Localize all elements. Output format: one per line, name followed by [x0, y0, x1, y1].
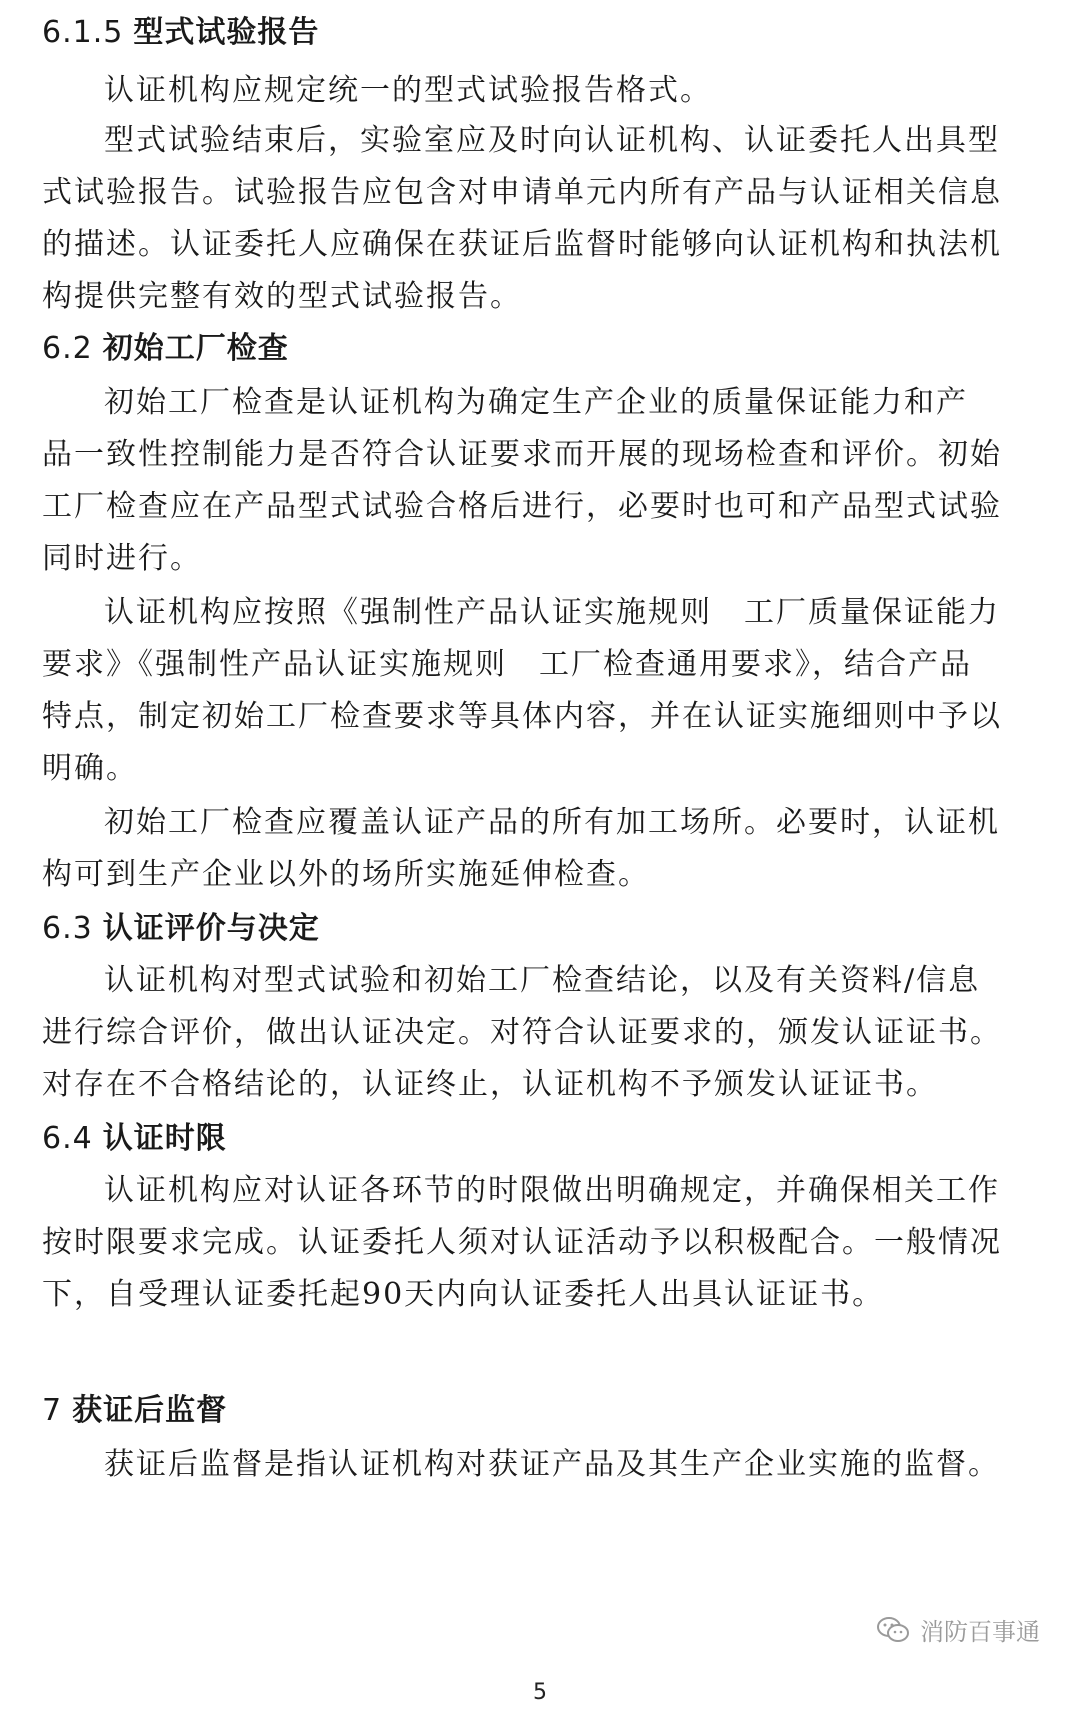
watermark-text: 消防百事通 [920, 1618, 1040, 1646]
paragraph-line: 特点，制定初始工厂检查要求等具体内容，并在认证实施细则中予以 [42, 699, 1002, 734]
page-number: 5 [533, 1680, 547, 1705]
paragraph-line: 的描述。认证委托人应确保在获证后监督时能够向认证机构和执法机 [42, 227, 1002, 262]
paragraph-line: 构可到生产企业以外的场所实施延伸检查。 [42, 857, 650, 892]
section-heading-6-4: 6.4 认证时限 [42, 1121, 227, 1156]
section-heading-6-2: 6.2 初始工厂检查 [42, 331, 289, 366]
paragraph-line: 对存在不合格结论的，认证终止，认证机构不予颁发认证证书。 [42, 1067, 938, 1102]
paragraph-line: 构提供完整有效的型式试验报告。 [42, 279, 522, 314]
paragraph-line: 进行综合评价，做出认证决定。对符合认证要求的，颁发认证证书。 [42, 1015, 1002, 1050]
paragraph-line: 初始工厂检查应覆盖认证产品的所有加工场所。必要时，认证机 [104, 805, 1000, 840]
paragraph-line: 认证机构应规定统一的型式试验报告格式。 [104, 73, 712, 108]
section-heading-6-1-5: 6.1.5 型式试验报告 [42, 15, 320, 50]
paragraph-line: 品一致性控制能力是否符合认证要求而开展的现场检查和评价。初始 [42, 437, 1002, 472]
paragraph-line: 工厂检查应在产品型式试验合格后进行，必要时也可和产品型式试验 [42, 489, 1002, 524]
paragraph-line: 认证机构应对认证各环节的时限做出明确规定，并确保相关工作 [104, 1173, 1000, 1208]
paragraph-line: 要求》《强制性产品认证实施规则 工厂检查通用要求》，结合产品 [42, 647, 972, 682]
paragraph-line: 获证后监督是指认证机构对获证产品及其生产企业实施的监督。 [104, 1447, 1000, 1482]
paragraph-line: 按时限要求完成。认证委托人须对认证活动予以积极配合。一般情况 [42, 1225, 1002, 1260]
paragraph-line: 初始工厂检查是认证机构为确定生产企业的质量保证能力和产 [104, 385, 968, 420]
section-heading-7: 7 获证后监督 [42, 1393, 228, 1428]
wechat-icon [876, 1616, 910, 1644]
paragraph-line: 式试验报告。试验报告应包含对申请单元内所有产品与认证相关信息 [42, 175, 1002, 210]
paragraph-line: 下，自受理认证委托起90天内向认证委托人出具认证证书。 [42, 1277, 885, 1312]
paragraph-line: 型式试验结束后，实验室应及时向认证机构、认证委托人出具型 [104, 123, 1000, 158]
paragraph-line: 同时进行。 [42, 541, 202, 576]
paragraph-line: 认证机构应按照《强制性产品认证实施规则 工厂质量保证能力 [104, 595, 1000, 630]
section-heading-6-3: 6.3 认证评价与决定 [42, 911, 320, 946]
paragraph-line: 明确。 [42, 751, 138, 786]
paragraph-line: 认证机构对型式试验和初始工厂检查结论，以及有关资料/信息 [104, 963, 981, 998]
wechat-watermark [876, 1612, 1040, 1647]
